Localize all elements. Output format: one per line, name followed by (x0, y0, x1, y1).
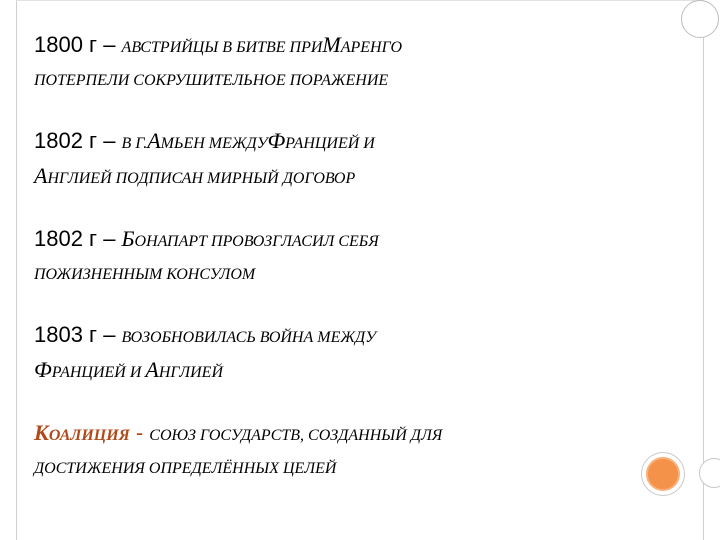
decorative-circle-top (681, 0, 719, 38)
year-label: 1802 г (34, 226, 98, 251)
year-label: 1800 г (34, 32, 98, 57)
right-border-line (703, 0, 704, 540)
entry-line-1: 1800 г – АВСТРИЙЦЫ В БИТВЕ ПРИМАРЕНГО (34, 32, 403, 57)
entry-line-1: 1803 г – ВОЗОБНОВИЛАСЬ ВОЙНА МЕЖДУ (34, 322, 376, 347)
entry-line-2: ФРАНЦИЕЙ И АНГЛИЕЙ (34, 357, 224, 382)
term-initial: К (34, 420, 49, 445)
year-label: 1802 г (34, 128, 98, 153)
left-border-line (16, 0, 17, 540)
entry-line-2: ДОСТИЖЕНИЯ ОПРЕДЕЛЁННЫХ ЦЕЛЕЙ (34, 460, 337, 477)
entry-line-2: ПОЖИЗНЕННЫМ КОНСУЛОМ (34, 266, 256, 283)
top-border-line (16, 0, 704, 1)
entry-line-1: КОАЛИЦИЯ - СОЮЗ ГОСУДАРСТВ, СОЗДАННЫЙ ДЛЯ (34, 420, 443, 445)
entry-line-2: ПОТЕРПЕЛИ СОКРУШИТЕЛЬНОЕ ПОРАЖЕНИЕ (34, 72, 389, 89)
entry-line-1: 1802 г – В Г.АМЬЕН МЕЖДУФРАНЦИЕЙ И (34, 128, 375, 153)
orange-accent-circle (646, 457, 680, 491)
entry-line-2: АНГЛИЕЙ ПОДПИСАН МИРНЫЙ ДОГОВОР (34, 163, 356, 188)
term-label: ОАЛИЦИЯ (48, 427, 130, 444)
entry-line-1: 1802 г – БОНАПАРТ ПРОВОЗГЛАСИЛ СЕБЯ (34, 226, 379, 251)
year-label: 1803 г (34, 322, 98, 347)
